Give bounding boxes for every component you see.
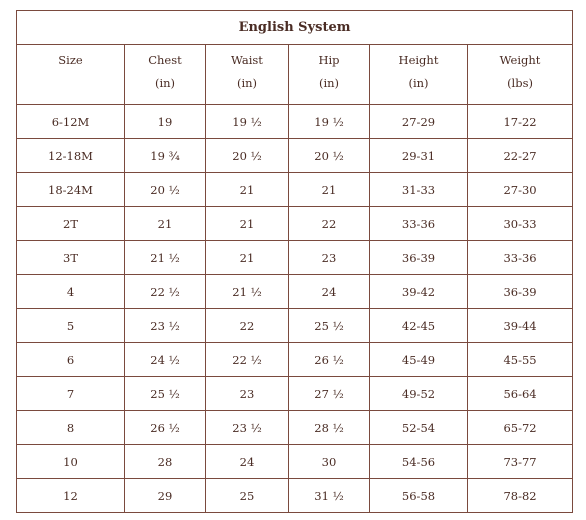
cell-hip: 21	[289, 173, 370, 207]
header-label: Weight	[499, 53, 541, 67]
table-row	[17, 139, 573, 173]
size-chart-table	[16, 10, 573, 513]
cell-chest: 19	[125, 105, 206, 139]
table-row	[17, 377, 573, 411]
cell-chest: 24 ½	[125, 343, 206, 377]
cell-weight: 17-22	[468, 105, 573, 139]
table-row	[17, 173, 573, 207]
cell-weight: 65-72	[468, 411, 573, 445]
cell-size: 12-18M	[17, 139, 125, 173]
cell-hip: 19 ½	[289, 105, 370, 139]
cell-size: 12	[17, 479, 125, 513]
cell-hip: 30	[289, 445, 370, 479]
table-row	[17, 275, 573, 309]
cell-chest: 23 ½	[125, 309, 206, 343]
cell-hip: 23	[289, 241, 370, 275]
table-row	[17, 411, 573, 445]
cell-weight: 73-77	[468, 445, 573, 479]
cell-chest: 21 ½	[125, 241, 206, 275]
header-height	[370, 45, 468, 105]
cell-weight: 30-33	[468, 207, 573, 241]
cell-chest: 26 ½	[125, 411, 206, 445]
cell-height: 33-36	[370, 207, 468, 241]
table-row	[17, 445, 573, 479]
header-label: Height	[398, 53, 439, 67]
table-title: English System	[17, 11, 573, 45]
cell-height: 29-31	[370, 139, 468, 173]
cell-waist: 23	[206, 377, 289, 411]
cell-hip: 31 ½	[289, 479, 370, 513]
table-row	[17, 309, 573, 343]
cell-hip: 20 ½	[289, 139, 370, 173]
cell-weight: 56-64	[468, 377, 573, 411]
table-row	[17, 105, 573, 139]
header-unit: (in)	[154, 76, 176, 90]
cell-waist: 25	[206, 479, 289, 513]
cell-height: 31-33	[370, 173, 468, 207]
cell-chest: 29	[125, 479, 206, 513]
cell-size: 8	[17, 411, 125, 445]
cell-height: 39-42	[370, 275, 468, 309]
cell-height: 42-45	[370, 309, 468, 343]
cell-waist: 21 ½	[206, 275, 289, 309]
cell-size: 6	[17, 343, 125, 377]
cell-chest: 25 ½	[125, 377, 206, 411]
cell-size: 2T	[17, 207, 125, 241]
cell-weight: 27-30	[468, 173, 573, 207]
cell-height: 49-52	[370, 377, 468, 411]
title-row	[17, 11, 573, 45]
cell-size: 4	[17, 275, 125, 309]
cell-waist: 22	[206, 309, 289, 343]
cell-waist: 21	[206, 207, 289, 241]
cell-chest: 21	[125, 207, 206, 241]
cell-chest: 28	[125, 445, 206, 479]
header-label: Size	[58, 53, 83, 67]
cell-weight: 33-36	[468, 241, 573, 275]
header-chest	[125, 45, 206, 105]
cell-size: 5	[17, 309, 125, 343]
cell-hip: 24	[289, 275, 370, 309]
cell-height: 52-54	[370, 411, 468, 445]
header-label: Hip	[318, 53, 340, 67]
cell-size: 3T	[17, 241, 125, 275]
table-row	[17, 479, 573, 513]
cell-height: 56-58	[370, 479, 468, 513]
cell-chest: 22 ½	[125, 275, 206, 309]
cell-hip: 25 ½	[289, 309, 370, 343]
cell-waist: 21	[206, 241, 289, 275]
cell-waist: 22 ½	[206, 343, 289, 377]
cell-size: 10	[17, 445, 125, 479]
header-label: Chest	[148, 53, 182, 67]
header-unit: (in)	[318, 76, 340, 90]
cell-height: 36-39	[370, 241, 468, 275]
cell-height: 54-56	[370, 445, 468, 479]
header-unit: (in)	[236, 76, 258, 90]
cell-chest: 19 ¾	[125, 139, 206, 173]
header-label: Waist	[231, 53, 263, 67]
cell-waist: 20 ½	[206, 139, 289, 173]
cell-weight: 22-27	[468, 139, 573, 173]
cell-weight: 78-82	[468, 479, 573, 513]
cell-weight: 45-55	[468, 343, 573, 377]
cell-hip: 28 ½	[289, 411, 370, 445]
cell-waist: 24	[206, 445, 289, 479]
table-row	[17, 343, 573, 377]
cell-hip: 27 ½	[289, 377, 370, 411]
header-unit: (in)	[408, 76, 429, 90]
cell-size: 18-24M	[17, 173, 125, 207]
header-unit: (lbs)	[507, 76, 533, 90]
cell-hip: 22	[289, 207, 370, 241]
header-size	[17, 45, 125, 105]
header-weight	[468, 45, 573, 105]
header-row	[17, 45, 573, 105]
cell-waist: 21	[206, 173, 289, 207]
cell-height: 27-29	[370, 105, 468, 139]
cell-height: 45-49	[370, 343, 468, 377]
header-waist	[206, 45, 289, 105]
cell-weight: 39-44	[468, 309, 573, 343]
cell-chest: 20 ½	[125, 173, 206, 207]
cell-size: 7	[17, 377, 125, 411]
cell-hip: 26 ½	[289, 343, 370, 377]
cell-weight: 36-39	[468, 275, 573, 309]
cell-waist: 23 ½	[206, 411, 289, 445]
header-hip	[289, 45, 370, 105]
table-row	[17, 207, 573, 241]
cell-waist: 19 ½	[206, 105, 289, 139]
table-row	[17, 241, 573, 275]
cell-size: 6-12M	[17, 105, 125, 139]
